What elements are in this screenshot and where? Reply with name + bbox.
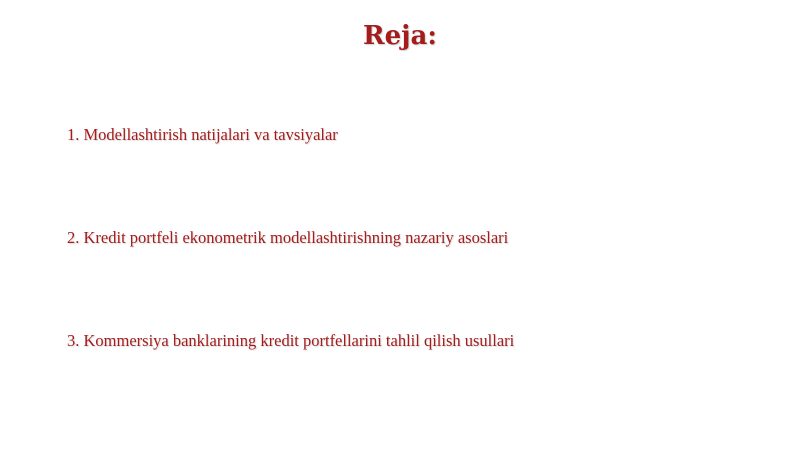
plan-item-2: 2. Kredit portfeli ekonometrik modellashtirishning nazariy asoslari xyxy=(67,228,509,247)
plan-item-3: 3. Kommersiya banklarining kredit portfellarini tahlil qilish usullari xyxy=(67,331,515,350)
plan-item-1: 1. Modellashtirish natijalari va tavsiyalar xyxy=(67,125,338,144)
slide-title: Reja: xyxy=(362,21,437,51)
